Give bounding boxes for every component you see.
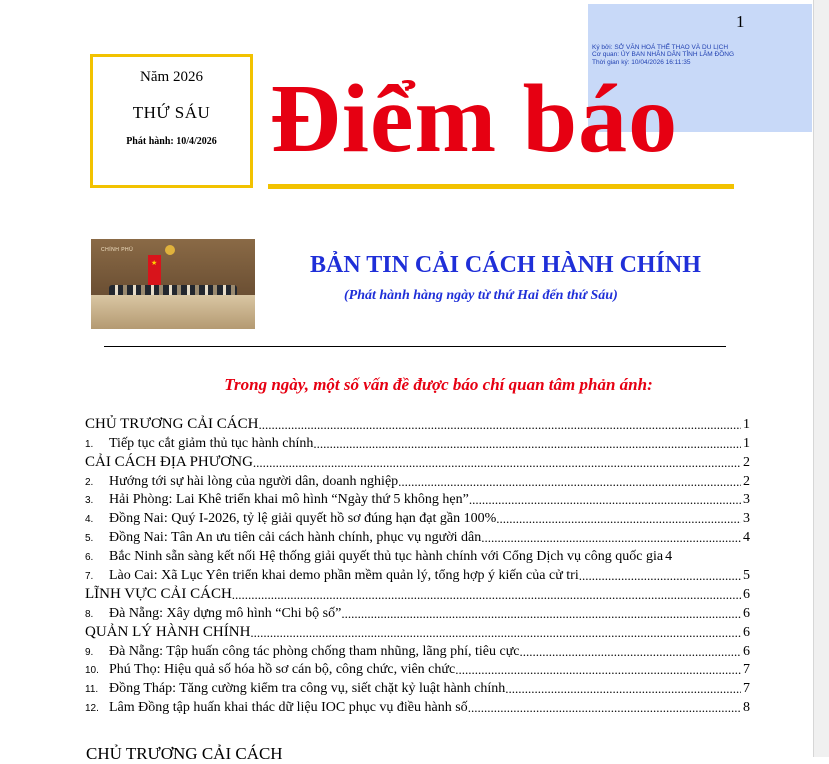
toc-item-row[interactable] [85, 527, 750, 546]
toc-item-title: Hướng tới sự hài lòng của người dân, doanh nghiệp [109, 473, 399, 489]
toc-section-row[interactable] [85, 584, 750, 603]
toc-item-title: Đồng Nai: Tân An ưu tiên cải cách hành chính, phục vụ người dân [109, 530, 482, 546]
toc-dot-leader [468, 700, 741, 716]
toc-dot-leader [313, 436, 741, 452]
toc-dot-leader [496, 511, 741, 527]
toc-dot-leader [341, 606, 741, 622]
toc-item-number: 4. [85, 514, 94, 526]
toc-page-number: 6 [743, 605, 750, 621]
toc-section-title: CHỦ TRƯƠNG CẢI CÁCH [85, 415, 259, 432]
weekday-label: THỨ SÁU [132, 103, 211, 122]
toc-dot-leader [253, 455, 741, 471]
page-number: 1 [736, 12, 745, 31]
masthead-underline [268, 184, 734, 189]
toc-item-number: 2. [85, 476, 94, 488]
signature-signed-by: Ký bởi: SỞ VĂN HOÁ THỂ THAO VÀ DU LỊCH [592, 44, 729, 51]
divider-line [104, 346, 726, 347]
meeting-table [91, 295, 255, 329]
bulletin-subtitle: (Phát hành hàng ngày từ thứ Hai đến thứ Sáu) [344, 288, 618, 303]
toc-item-number: 1. [85, 438, 94, 450]
toc-item-row[interactable] [85, 678, 750, 697]
toc-item-title: Đà Nẵng: Xây dựng mô hình “Chi bộ số” [109, 605, 342, 621]
toc-item-row[interactable] [85, 697, 750, 716]
toc-dot-leader [398, 474, 741, 490]
toc-item-title: Lào Cai: Xã Lục Yên triển khai demo phần mềm quản lý, tổng hợp ý kiến của cử tri [109, 568, 579, 584]
toc-page-number: 8 [743, 700, 750, 716]
toc-item-number: 8. [85, 608, 94, 620]
intro-text: Trong ngày, một số vấn đề được báo chí quan tâm phản ánh: [224, 375, 653, 394]
toc-page-number: 5 [743, 568, 750, 584]
toc-dot-leader [455, 662, 741, 678]
table-of-contents [85, 414, 750, 716]
toc-dot-leader [232, 587, 741, 603]
government-meeting-photo [91, 239, 255, 329]
toc-item-number: 11. [85, 684, 99, 696]
toc-item-title: Tiếp tục cắt giảm thủ tục hành chính [109, 435, 314, 451]
toc-page-number: 2 [743, 454, 750, 470]
toc-page-number: 1 [743, 435, 750, 451]
toc-section-row[interactable] [85, 622, 750, 641]
toc-page-number: 6 [743, 624, 750, 640]
toc-item-title: Bắc Ninh sẵn sàng kết nối Hệ thống giải quyết thủ tục hành chính với Cổng Dịch vụ công quốc gia [109, 549, 664, 565]
toc-section-row[interactable] [85, 414, 750, 433]
toc-page-number: 7 [743, 681, 750, 697]
toc-item-number: 12. [85, 703, 99, 715]
toc-item-row[interactable] [85, 546, 750, 565]
toc-item-number: 6. [85, 552, 94, 564]
toc-dot-leader [250, 625, 741, 641]
toc-item-row[interactable] [85, 508, 750, 527]
toc-item-row[interactable] [85, 660, 750, 679]
date-box [90, 54, 253, 188]
signature-time: Thời gian ký: 10/04/2026 16:11:35 [592, 58, 691, 66]
toc-section-title: QUẢN LÝ HÀNH CHÍNH [85, 623, 251, 640]
toc-item-row[interactable] [85, 433, 750, 452]
toc-item-title: Hải Phòng: Lai Khê triển khai mô hình “Ngày thứ 5 không hẹn” [109, 492, 469, 508]
toc-dot-leader [520, 644, 741, 660]
photo-banner-text: CHÍNH PHỦ [101, 247, 134, 253]
toc-item-title: Phú Thọ: Hiệu quả số hóa hồ sơ cán bộ, công chức, viên chức [109, 662, 456, 678]
toc-page-number: 6 [743, 643, 750, 659]
toc-item-number: 9. [85, 646, 94, 658]
flag-star-icon: ★ [151, 259, 158, 267]
toc-item-row[interactable] [85, 641, 750, 660]
year-label: Năm 2026 [140, 69, 203, 85]
signature-agency: Cơ quan: ỦY BAN NHÂN DÂN TỈNH LÂM ĐỒNG [592, 51, 735, 59]
toc-item-row[interactable] [85, 603, 750, 622]
toc-item-title: Đà Nẵng: Tập huấn công tác phòng chống tham nhũng, lãng phí, tiêu cực [109, 643, 520, 659]
toc-section-title: CẢI CÁCH ĐỊA PHƯƠNG [85, 453, 253, 470]
toc-item-title: Đồng Nai: Quý I-2026, tỷ lệ giải quyết hồ sơ đúng hạn đạt gần 100% [109, 511, 497, 527]
toc-item-row[interactable] [85, 490, 750, 509]
toc-item-title: Đồng Tháp: Tăng cường kiểm tra công vụ, siết chặt kỷ luật hành chính [109, 681, 506, 697]
toc-section-row[interactable] [85, 452, 750, 471]
toc-page-number: 1 [743, 416, 750, 432]
toc-item-title: Lâm Đồng tập huấn khai thác dữ liệu IOC phục vụ điều hành số [109, 700, 468, 716]
next-section-heading: CHỦ TRƯƠNG CẢI CÁCH [86, 744, 283, 763]
toc-dot-leader [579, 568, 741, 584]
intro-heading [0, 375, 829, 395]
digital-signature-text [592, 44, 734, 66]
toc-dot-leader [469, 492, 741, 508]
toc-page-number: 7 [743, 662, 750, 678]
toc-page-number: 3 [743, 511, 750, 527]
national-emblem-icon [165, 245, 175, 255]
toc-page-number: 4 [665, 549, 673, 565]
toc-item-number: 5. [85, 533, 94, 545]
toc-item-number: 3. [85, 495, 94, 507]
toc-item-row[interactable] [85, 565, 750, 584]
toc-page-number: 4 [743, 530, 750, 546]
toc-page-number: 6 [743, 586, 750, 602]
toc-dot-leader [505, 681, 741, 697]
toc-dot-leader [481, 530, 741, 546]
toc-item-number: 10. [85, 665, 99, 677]
toc-section-title: LĨNH VỰC CẢI CÁCH [85, 585, 232, 602]
bulletin-title: BẢN TIN CẢI CÁCH HÀNH CHÍNH [310, 252, 701, 278]
toc-item-number: 7. [85, 571, 94, 583]
toc-page-number: 3 [743, 492, 750, 508]
masthead-title: Điểm báo [270, 65, 679, 173]
issue-date-label: Phát hành: 10/4/2026 [126, 136, 217, 147]
toc-page-number: 2 [743, 473, 750, 489]
toc-item-row[interactable] [85, 471, 750, 490]
toc-dot-leader [258, 417, 741, 433]
